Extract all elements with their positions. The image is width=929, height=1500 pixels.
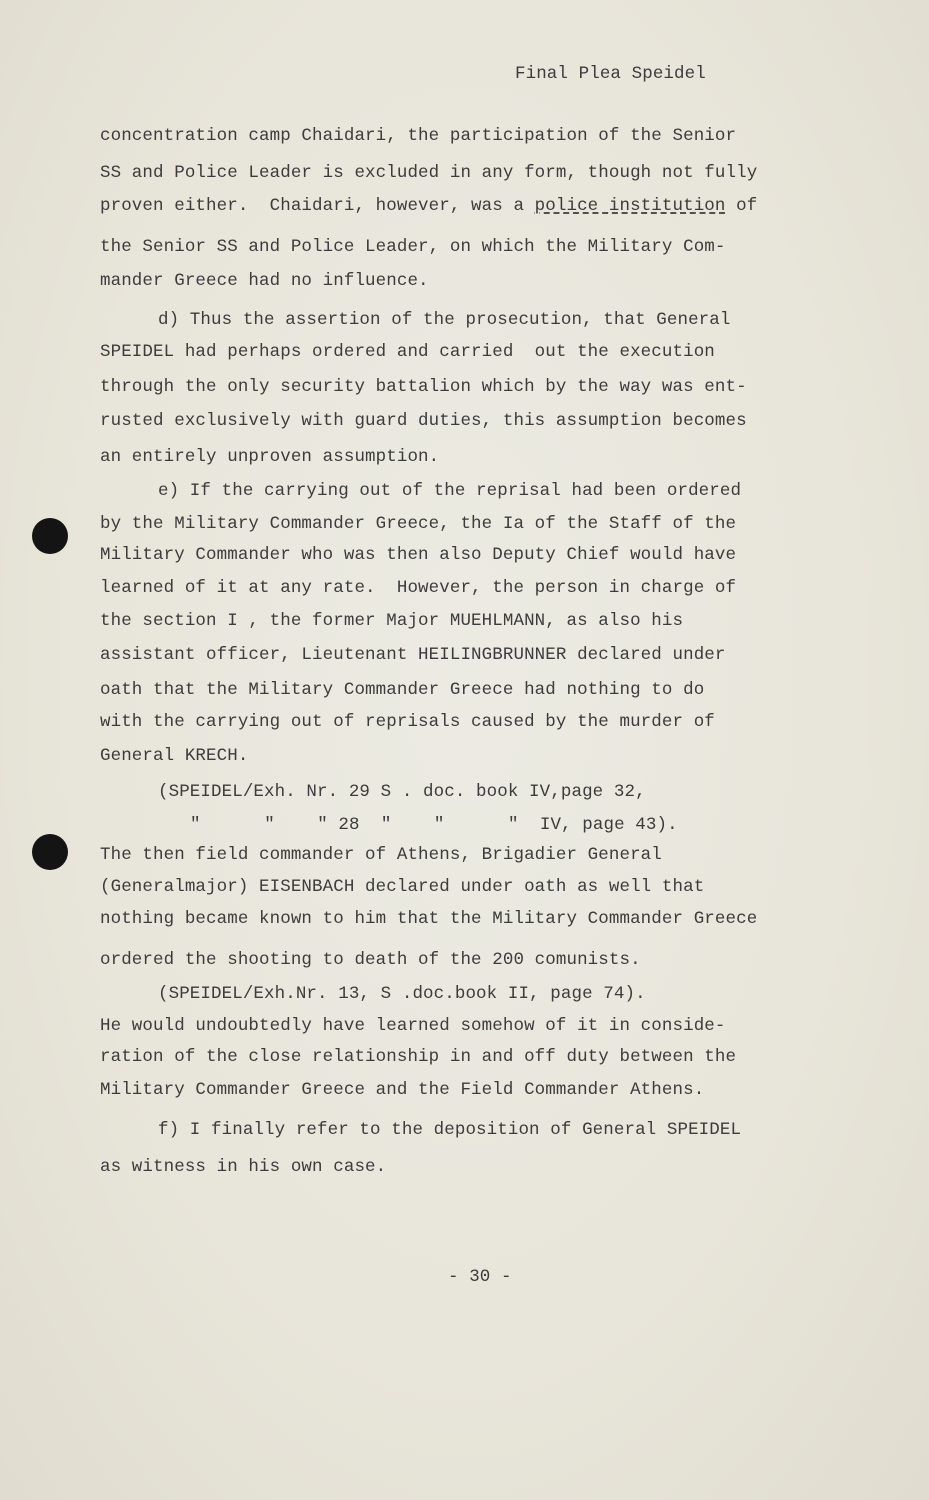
text-line: General KRECH. [100,746,249,766]
text-line: learned of it at any rate. However, the person in charge of [100,578,737,598]
text-line: SPEIDEL had perhaps ordered and carried out the execution [100,342,715,362]
page-header: Final Plea Speidel [515,64,706,84]
text-line: Military Commander who was then also Deputy Chief would have [100,545,737,565]
text-segment: proven either. Chaidari, however, was a [100,196,535,216]
underlined-phrase: police institution [534,196,726,216]
punch-hole [32,518,68,554]
text-line: assistant officer, Lieutenant HEILINGBRUNNER declared under [100,645,726,665]
text-line: (Generalmajor) EISENBACH declared under oath as well that [100,877,705,897]
paragraph-e-start: e) If the carrying out of the reprisal had been ordered [158,481,742,501]
text-line: nothing became known to him that the Military Commander Greece [100,909,758,929]
text-line-with-underline [100,196,757,216]
text-line: ordered the shooting to death of the 200 comunists. [100,950,641,970]
exhibit-reference: (SPEIDEL/Exh. Nr. 29 S . doc. book IV,page 32, [158,782,646,802]
text-line: an entirely unproven assumption. [100,447,440,467]
text-line: rusted exclusively with guard duties, this assumption becomes [100,411,747,431]
text-line: the section I , the former Major MUEHLMANN, as also his [100,611,684,631]
text-line: as witness in his own case. [100,1157,387,1177]
page-number: - 30 - [448,1267,512,1287]
text-line: with the carrying out of reprisals caused by the murder of [100,712,715,732]
text-line: He would undoubtedly have learned somehow of it in conside- [100,1016,726,1036]
text-line: by the Military Commander Greece, the Ia of the Staff of the [100,514,737,534]
exhibit-reference: (SPEIDEL/Exh.Nr. 13, S .doc.book II, page 74). [158,984,646,1004]
exhibit-reference: " " " 28 " " " IV, page 43). [190,815,678,835]
text-line: SS and Police Leader is excluded in any form, though not fully [100,163,758,183]
text-line: The then field commander of Athens, Brigadier General [100,845,662,865]
text-segment: of [725,196,758,216]
text-line: ration of the close relationship in and off duty between the [100,1047,737,1067]
text-line: oath that the Military Commander Greece had nothing to do [100,680,705,700]
paragraph-f-start: f) I finally refer to the deposition of General SPEIDEL [158,1120,742,1140]
paragraph-d-start: d) Thus the assertion of the prosecution, that General [158,310,731,330]
text-line: mander Greece had no influence. [100,271,429,291]
text-line: the Senior SS and Police Leader, on which the Military Com- [100,237,726,257]
text-line: concentration camp Chaidari, the participation of the Senior [100,126,737,146]
text-line: Military Commander Greece and the Field Commander Athens. [100,1080,705,1100]
text-line: through the only security battalion which by the way was ent- [100,377,747,397]
punch-hole [32,834,68,870]
